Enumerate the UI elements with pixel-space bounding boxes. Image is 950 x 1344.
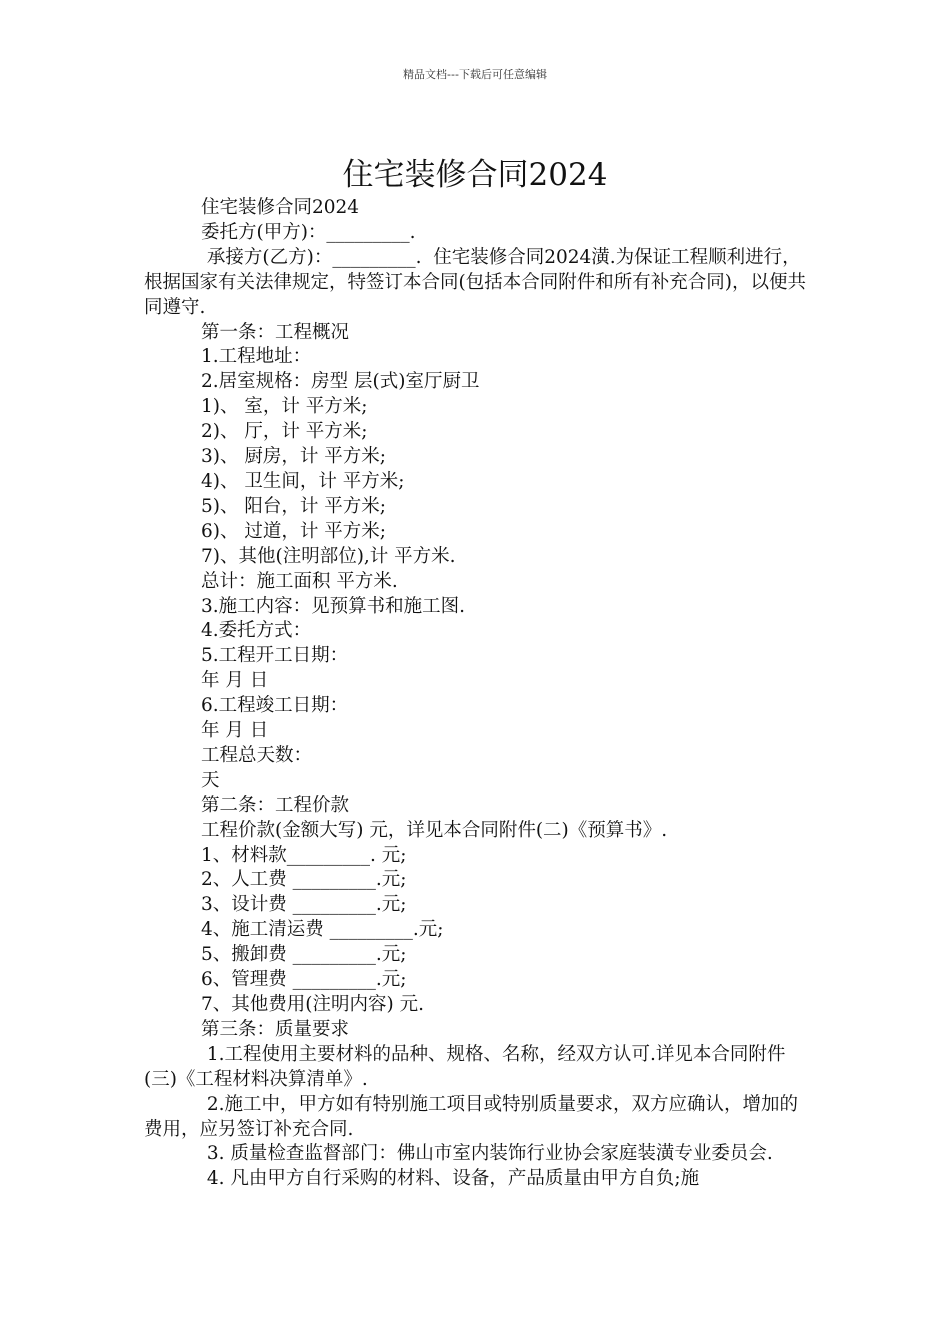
body-line: 住宅装修合同2024 bbox=[201, 197, 360, 218]
body-paragraph: 2.施工中，甲方如有特别施工项目或特别质量要求，双方应确认，增加的费用，应另签订补充合同. bbox=[144, 1093, 799, 1140]
body-line: 6.工程竣工日期： bbox=[201, 695, 349, 717]
body-line: 1.工程地址： bbox=[201, 346, 312, 368]
section-heading: 第三条：质量要求 bbox=[201, 1018, 350, 1040]
body-line: 工程价款(金额大写) 元，详见本合同附件(二)《预算书》. bbox=[201, 819, 668, 841]
body-line: 1)、 室，计 平方米; bbox=[201, 396, 368, 418]
body-line: 6、管理费 _________.元; bbox=[201, 969, 407, 991]
body-line: 4、施工清运费 _________.元; bbox=[201, 919, 444, 941]
body-line: 4.委托方式： bbox=[201, 620, 312, 642]
body-line: 委托方(甲方)：_________. bbox=[201, 221, 416, 243]
body-line: 7、其他费用(注明内容) 元. bbox=[201, 994, 424, 1015]
body-paragraph: 3. 质量检查监督部门：佛山市室内装饰行业协会家庭装潢专业委员会. bbox=[201, 1143, 773, 1165]
body-line: 4)、 卫生间，计 平方米; bbox=[201, 470, 405, 492]
body-line: 工程总天数： bbox=[201, 744, 313, 766]
body-paragraph: 1.工程使用主要材料的品种、规格、名称，经双方认可.详见本合同附件(三)《工程材料决算清单》. bbox=[144, 1043, 786, 1090]
body-line: 年 月 日 bbox=[201, 670, 269, 692]
body-line: 2、人工费 _________.元; bbox=[201, 869, 407, 891]
body-line: 7)、其他(注明部位),计 平方米. bbox=[201, 545, 456, 567]
body-line: 3.施工内容：见预算书和施工图. bbox=[201, 595, 466, 617]
body-line: 2)、 厅，计 平方米; bbox=[201, 421, 368, 443]
section-heading: 第一条：工程概况 bbox=[201, 321, 350, 343]
body-paragraph: 4. 凡由甲方自行采购的材料、设备，产品质量由甲方自负;施 bbox=[201, 1168, 700, 1190]
body-line: 3、设计费 _________.元; bbox=[201, 894, 407, 916]
contract-body bbox=[144, 196, 808, 1192]
body-line: 1、材料款_________. 元; bbox=[201, 844, 407, 866]
body-paragraph: 承接方(乙方)：_________. 住宅装修合同2024潢.为保证工程顺利进行，根据国家有关法律规定，特签订本合同(包括本合同附件和所有补充合同)，以便共同遵守. bbox=[144, 246, 806, 318]
body-line: 5)、 阳台，计 平方米; bbox=[201, 495, 386, 517]
body-line: 年 月 日 bbox=[201, 720, 269, 742]
body-line: 5.工程开工日期： bbox=[201, 645, 349, 667]
section-heading: 第二条：工程价款 bbox=[201, 794, 350, 816]
document-title: 住宅装修合同2024 bbox=[342, 156, 608, 193]
body-line: 2.居室规格：房型 层(式)室厅厨卫 bbox=[201, 371, 480, 393]
body-line: 天 bbox=[201, 769, 220, 791]
body-line: 总计：施工面积 平方米. bbox=[201, 570, 398, 592]
body-line: 6)、 过道，计 平方米; bbox=[201, 520, 386, 542]
body-line: 3)、 厨房，计 平方米; bbox=[201, 446, 386, 468]
header-note: 精品文档---下载后可任意编辑 bbox=[403, 68, 547, 81]
body-line: 5、搬卸费 _________.元; bbox=[201, 944, 407, 966]
